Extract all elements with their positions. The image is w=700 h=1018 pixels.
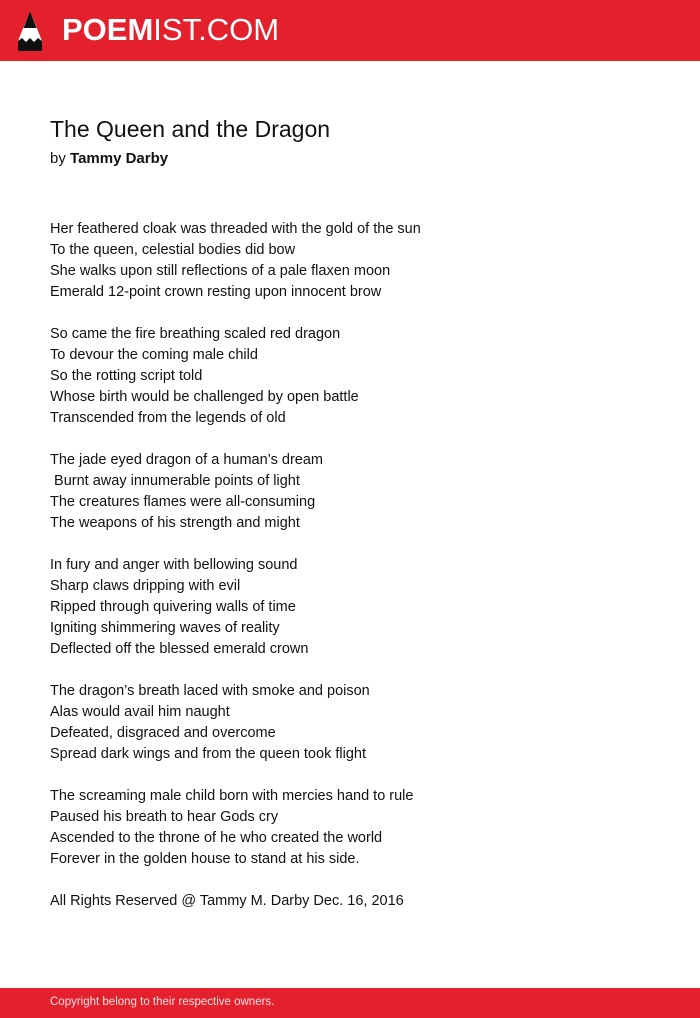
- poem-line: Ascended to the throne of he who created the world: [50, 830, 383, 846]
- poem-line: Whose birth would be challenged by open battle: [50, 389, 359, 405]
- poem-line: Defeated, disgraced and overcome: [50, 725, 276, 741]
- poem-line: The creatures flames were all-consuming: [50, 494, 316, 510]
- brand-light: IST.COM: [153, 12, 280, 47]
- site-header: [0, 0, 700, 61]
- byline: [50, 150, 168, 167]
- poem-line: The jade eyed dragon of a human’s dream: [50, 452, 323, 468]
- stanza: [50, 681, 650, 765]
- poem-line: To the queen, celestial bodies did bow: [50, 242, 296, 258]
- poem-line: Emerald 12-point crown resting upon innocent brow: [50, 284, 382, 300]
- poem-line: Spread dark wings and from the queen took flight: [50, 746, 366, 762]
- stanza: [50, 450, 650, 534]
- poem-line: She walks upon still reflections of a pale flaxen moon: [50, 263, 391, 279]
- poem-line: The weapons of his strength and might: [50, 515, 300, 531]
- poem-line: Burnt away innumerable points of light: [50, 473, 300, 489]
- brand-bold: POEM: [62, 12, 154, 47]
- stanza: [50, 219, 650, 303]
- poem-line: Igniting shimmering waves of reality: [50, 620, 280, 636]
- site-logo-link[interactable]: [62, 10, 279, 50]
- rights-notice: All Rights Reserved @ Tammy M. Darby Dec. 16, 2016: [50, 893, 404, 909]
- poem-line: The dragon’s breath laced with smoke and poison: [50, 683, 370, 699]
- poem-line: Ripped through quivering walls of time: [50, 599, 296, 615]
- pencil-tip-icon[interactable]: [18, 11, 42, 51]
- poem-line: Transcended from the legends of old: [50, 410, 286, 426]
- stanza: [50, 555, 650, 660]
- poem-line: Deflected off the blessed emerald crown: [50, 641, 309, 657]
- poem-line: Sharp claws dripping with evil: [50, 578, 241, 594]
- site-footer: [0, 988, 700, 1018]
- poem-body: [50, 219, 650, 891]
- poem-line: Paused his breath to hear Gods cry: [50, 809, 279, 825]
- footer-copyright: Copyright belong to their respective owners.: [50, 996, 275, 1008]
- author-name: Tammy Darby: [70, 150, 169, 167]
- poem-line: In fury and anger with bellowing sound: [50, 557, 298, 573]
- poem-title: The Queen and the Dragon: [50, 116, 331, 142]
- poem-line: To devour the coming male child: [50, 347, 258, 363]
- by-label: by: [50, 150, 66, 167]
- stanza: [50, 324, 650, 429]
- poem-line: Her feathered cloak was threaded with the gold of the sun: [50, 221, 421, 237]
- poem-line: So came the fire breathing scaled red dragon: [50, 326, 341, 342]
- poem-line: The screaming male child born with mercies hand to rule: [50, 788, 414, 804]
- poem-line: Forever in the golden house to stand at his side.: [50, 851, 360, 867]
- poem-line: So the rotting script told: [50, 368, 203, 384]
- poem-line: Alas would avail him naught: [50, 704, 230, 720]
- stanza: [50, 786, 650, 870]
